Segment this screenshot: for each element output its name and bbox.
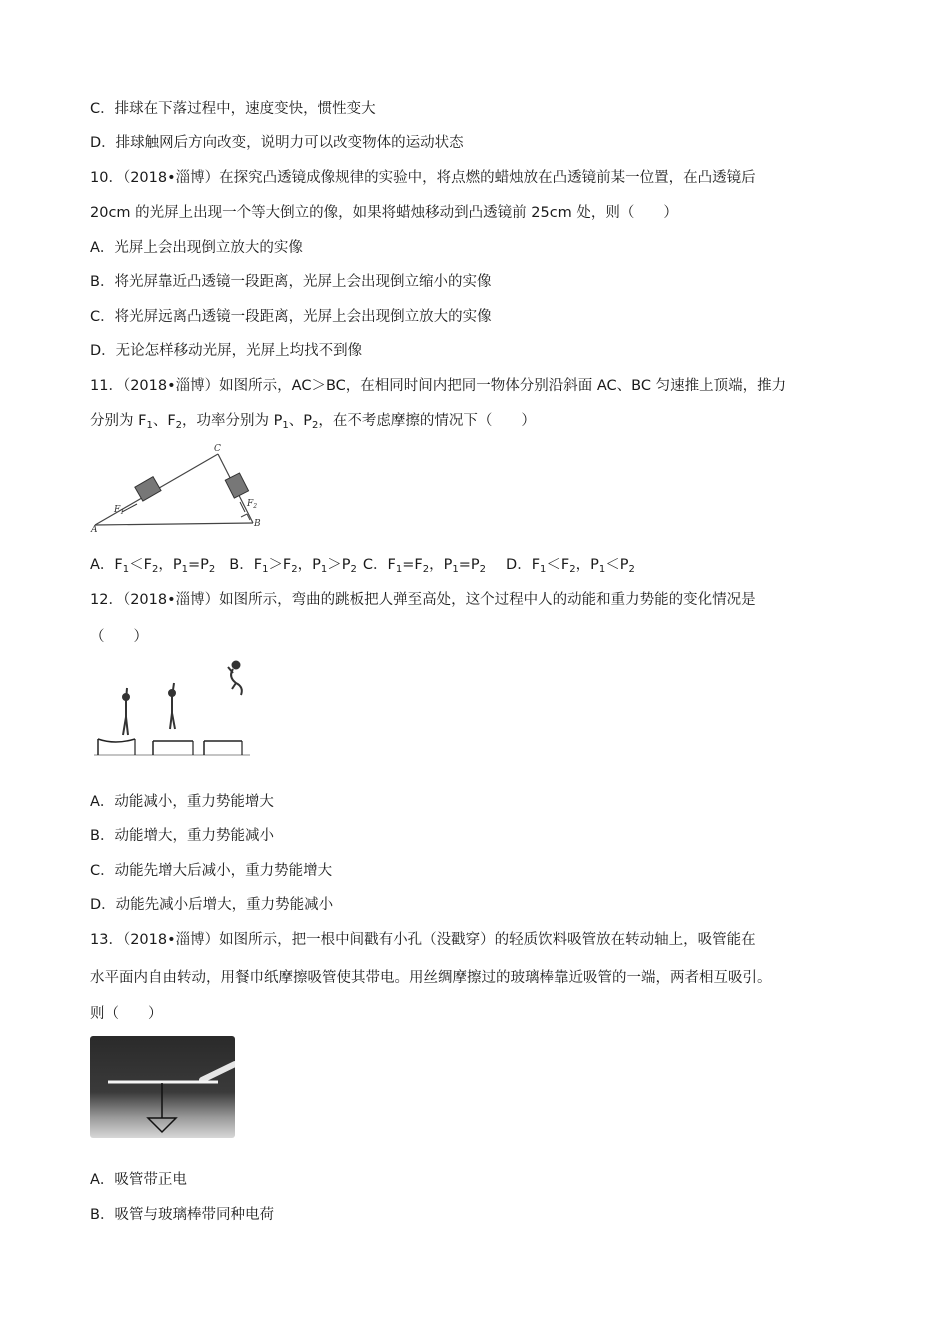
q12-stem-line2: （ ） bbox=[90, 629, 148, 645]
person-figure-1 bbox=[123, 688, 129, 735]
q11-option-c: C．$F_1=F_2$，$P_1=P_2$ bbox=[362, 557, 487, 575]
person-figure-2 bbox=[169, 683, 175, 729]
q12-option-b: B．动能增大，重力势能减小 bbox=[90, 828, 274, 844]
q9-option-d: D．排球触网后方向改变，说明力可以改变物体的运动状态 bbox=[90, 135, 464, 151]
q13-stem-line3: 则（ ） bbox=[90, 1006, 163, 1022]
q11-option-d: D．$F_1<F_2$，$P_1<P_2$ bbox=[506, 557, 635, 575]
q11-options bbox=[90, 555, 635, 575]
q13-option-a: A．吸管带正电 bbox=[90, 1172, 187, 1188]
q13-stem-line1: 13．（2018•淄博）如图所示，把一根中间戳有小孔（没戳穿）的轻质饮料吸管放在转动轴上，吸管能在 bbox=[90, 932, 756, 948]
vertex-b-label: B bbox=[254, 519, 261, 529]
q11-option-b: B．$F_1>F_2$，$P_1>P_2$ bbox=[229, 557, 357, 575]
q12-stem-line1: 12．（2018•淄博）如图所示，弯曲的跳板把人弹至高处，这个过程中人的动能和重力势能的变化情况是 bbox=[90, 592, 756, 608]
q12-springboard-figure bbox=[90, 655, 255, 760]
force-f1-label: $F_1$ bbox=[114, 505, 125, 516]
q13-straw-photo bbox=[90, 1036, 235, 1138]
vertex-c-label: C bbox=[214, 444, 221, 454]
q9-option-c: C．排球在下落过程中，速度变快，惯性变大 bbox=[90, 101, 376, 117]
q11-stem-line2: 分别为 $F_1$、$F_2$，功率分别为 $P_1$、$P_2$，在不考虑摩擦的情况下（ ） bbox=[90, 413, 536, 431]
person-figure-3 bbox=[228, 662, 242, 696]
q13-stem-line2: 水平面内自由转动，用餐巾纸摩擦吸管使其带电。用丝绸摩擦过的玻璃棒靠近吸管的一端，两者相互吸引。 bbox=[90, 970, 772, 986]
q12-option-d: D．动能先减小后增大，重力势能减小 bbox=[90, 897, 334, 913]
q10-option-b: B．将光屏靠近凸透镜一段距离，光屏上会出现倒立缩小的实像 bbox=[90, 274, 492, 290]
q10-stem-line1: 10．（2018•淄博）在探究凸透镜成像规律的实验中，将点燃的蜡烛放在凸透镜前某一位置，在凸透镜后 bbox=[90, 170, 756, 186]
vertex-a-label: A bbox=[91, 525, 98, 535]
q13-option-b: B．吸管与玻璃棒带同种电荷 bbox=[90, 1207, 274, 1223]
q11-stem-line1: 11．（2018•淄博）如图所示，AC＞BC，在相同时间内把同一物体分别沿斜面 AC、BC 匀速推上顶端，推力 bbox=[90, 378, 787, 394]
q10-stem-line2: 20cm 的光屏上出现一个等大倒立的像，如果将蜡烛移动到凸透镜前 25cm 处，则（ ） bbox=[90, 205, 678, 221]
q10-option-a: A．光屏上会出现倒立放大的实像 bbox=[90, 240, 303, 256]
q10-option-c: C．将光屏远离凸透镜一段距离，光屏上会出现倒立放大的实像 bbox=[90, 309, 492, 325]
q11-option-a: A．$F_1<F_2$，$P_1=P_2$ bbox=[90, 557, 216, 575]
force-f2-label: $F_2$ bbox=[247, 499, 258, 510]
q12-option-c: C．动能先增大后减小，重力势能增大 bbox=[90, 863, 333, 879]
q10-option-d: D．无论怎样移动光屏，光屏上均找不到像 bbox=[90, 343, 363, 359]
q12-option-a: A．动能减小，重力势能增大 bbox=[90, 794, 274, 810]
q11-incline-figure bbox=[90, 440, 275, 535]
